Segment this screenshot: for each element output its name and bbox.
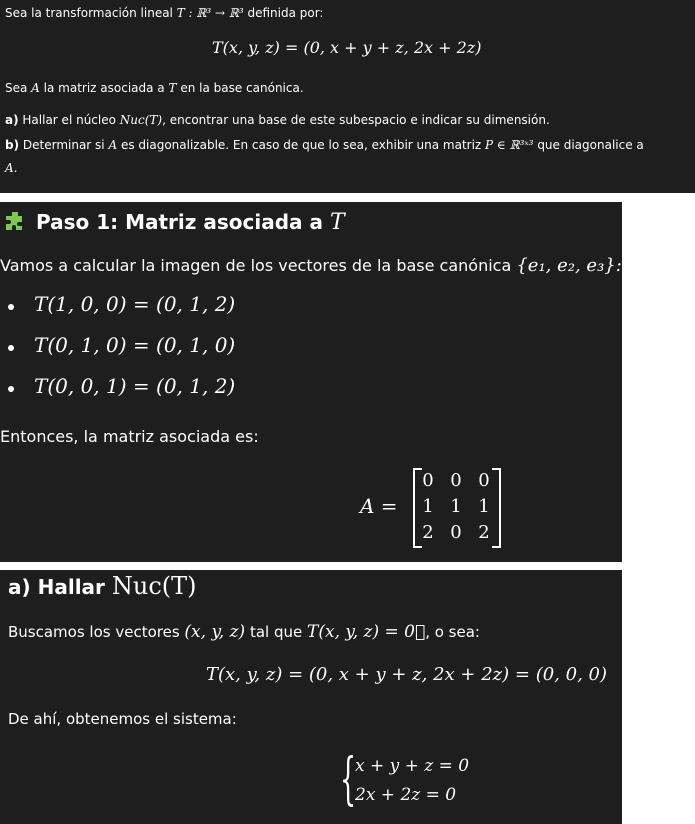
problem-item-a: [5, 112, 550, 128]
step1-title: [36, 210, 345, 235]
section-a-line-1: [8, 622, 480, 642]
matrix-cell: 0: [450, 470, 462, 491]
matrix-cell: 0: [450, 522, 462, 543]
problem-line1-text: Sea la transformación lineal: [5, 6, 177, 20]
matrix-cell: 2: [422, 522, 434, 543]
problem-item-a-post: , encontrar una base de este subespacio e indicar su dimensión.: [162, 113, 550, 127]
step1-title-text: Paso 1: Matriz asociada a: [36, 210, 330, 234]
section-a-line1-post: , o sea:: [425, 623, 480, 641]
section-a-line-2: De ahí, obtenemos el sistema:: [8, 710, 237, 728]
section-a-line1-pre: Buscamos los vectores: [8, 623, 185, 641]
bullet-2: [8, 345, 14, 351]
matrix-cell: 1: [422, 496, 434, 517]
image-item-1: T(1, 0, 0) = (0, 1, 2): [34, 292, 236, 316]
puzzle-piece-icon: [4, 210, 26, 232]
matrix-cell: 2: [478, 522, 490, 543]
problem-item-a-math: Nuc(T): [119, 113, 163, 127]
step1-title-math: T: [329, 210, 345, 235]
step1-intro-text: Vamos a calcular la imagen de los vectores de la base canónica: [0, 256, 517, 275]
bullet-1: [8, 304, 14, 310]
problem-item-b-pre: Determinar si: [19, 138, 109, 152]
system-line-2: 2x + 2z = 0: [355, 785, 457, 805]
problem-item-b-a: A: [108, 138, 118, 152]
problem-item-a-pre: Hallar el núcleo: [18, 113, 120, 127]
section-a-title: [8, 572, 197, 600]
kernel-equation: T(x, y, z) = (0, x + y + z, 2x + 2z) = (0, 0, 0): [206, 664, 607, 685]
section-a-title-text: a) Hallar: [8, 575, 112, 599]
problem-line3-pre: Sea: [5, 81, 32, 95]
step1-panel: [0, 202, 622, 562]
step1-then-text: Entonces, la matriz asociada es:: [0, 427, 259, 446]
problem-item-b-label: b): [5, 138, 20, 152]
problem-line1-map: T : ℝ³ → ℝ³: [176, 6, 244, 20]
problem-line1-post: definida por:: [243, 6, 324, 20]
problem-line3-post: en la base canónica.: [176, 81, 304, 95]
definition-equation: T(x, y, z) = (0, x + y + z, 2x + 2z): [212, 38, 482, 57]
system-brace: {: [340, 747, 357, 812]
problem-item-b-post: que diagonalice a: [533, 138, 644, 152]
problem-panel: [0, 0, 695, 193]
matrix-cell: 0: [422, 470, 434, 491]
system-line-1: x + y + z = 0: [355, 756, 470, 776]
section-a-line1-mid: tal que: [245, 623, 308, 641]
matrix-cell: 1: [450, 496, 462, 517]
step1-intro-math: {e₁, e₂, e₃}:: [516, 255, 622, 276]
section-a-title-math: Nuc(T): [111, 572, 197, 600]
problem-line3-a: A: [31, 81, 40, 95]
matrix-cell: 1: [478, 496, 490, 517]
section-a-panel: [0, 570, 622, 824]
section-a-line1-m1: (x, y, z): [184, 622, 246, 642]
matrix-label: A =: [360, 494, 398, 518]
image-item-2: T(0, 1, 0) = (0, 1, 0): [34, 333, 236, 357]
image-item-3: T(0, 0, 1) = (0, 1, 2): [34, 374, 236, 398]
problem-line-1: [5, 5, 323, 21]
problem-line3-mid: la matriz asociada a: [39, 81, 169, 95]
problem-item-a-label: a): [5, 113, 19, 127]
problem-item-b-math: P ∈ ℝ³ˣ³: [485, 138, 534, 152]
problem-item-b-mid: es diagonalizable. En caso de que lo sea, exhibir una matriz: [117, 138, 486, 152]
problem-line3-t: T: [168, 81, 177, 95]
problem-item-b-end: A.: [5, 161, 18, 175]
problem-item-b: [5, 137, 644, 153]
step1-intro: [0, 255, 622, 276]
matrix-cell: 0: [478, 470, 490, 491]
problem-line-3: [5, 80, 304, 96]
bullet-3: [8, 386, 14, 392]
section-a-line1-m2: T(x, y, z) = 0⃗: [307, 622, 426, 642]
